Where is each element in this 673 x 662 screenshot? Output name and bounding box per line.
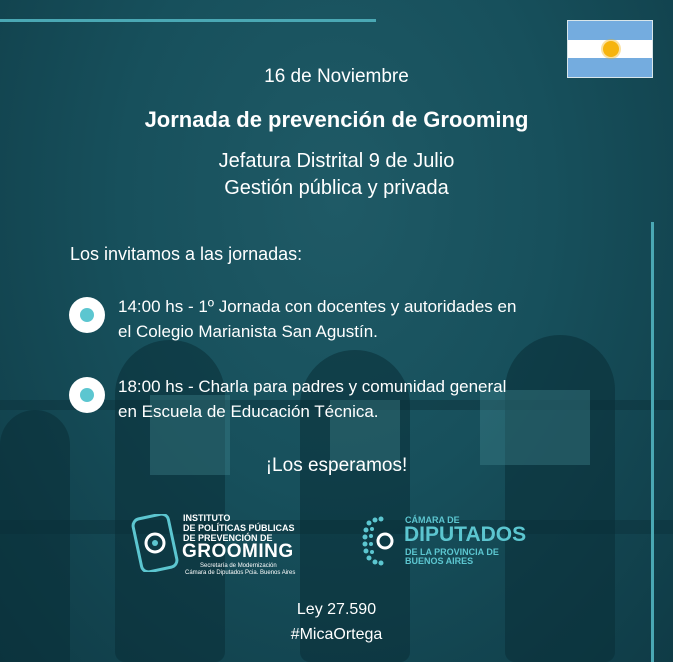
- sun-of-may-icon: [603, 41, 619, 57]
- law-text: Ley 27.590: [296, 601, 377, 618]
- event-title: Jornada de prevención de Grooming: [144, 107, 529, 132]
- instituto-big-text: GROOMING: [182, 541, 294, 562]
- book-shape: [480, 390, 590, 465]
- schedule-item-line1: 18:00 hs - Charla para padres y comunidad general: [118, 377, 507, 396]
- camara-big-text: DIPUTADOS: [404, 523, 527, 546]
- closing-text: ¡Los esperamos!: [265, 455, 408, 476]
- schedule-item-line1: 14:00 hs - 1º Jornada con docentes y autoridades en: [118, 297, 517, 316]
- diputados-logo-icon: [361, 515, 403, 567]
- instituto-small1: Secretaría de Modernización: [200, 563, 277, 569]
- instituto-small2: Cámara de Diputados Pcia. Buenos Aires: [185, 570, 296, 576]
- circle-bullet-icon: [69, 297, 105, 333]
- camara-line3: BUENOS AIRES: [405, 556, 474, 566]
- camara-line1: CÁMARA DE: [405, 515, 460, 525]
- grooming-institute-logo-icon: [131, 514, 179, 572]
- circle-bullet-icon: [69, 377, 105, 413]
- event-subtitle-line2: Gestión pública y privada: [224, 177, 449, 199]
- top-accent-line: [0, 19, 376, 22]
- instituto-line3: DE PREVENCIÓN DE: [183, 533, 273, 543]
- instituto-line1: INSTITUTO: [183, 513, 231, 523]
- camara-line2: DE LA PROVINCIA DE: [405, 547, 499, 557]
- child-silhouette: [0, 410, 70, 662]
- invitation-text: Los invitamos a las jornadas:: [70, 244, 303, 264]
- event-date: 16 de Noviembre: [264, 66, 409, 87]
- right-accent-line: [651, 222, 654, 662]
- schedule-item-line2: en Escuela de Educación Técnica.: [118, 402, 379, 421]
- event-subtitle-line1: Jefatura Distrital 9 de Julio: [218, 150, 455, 172]
- schedule-item-line2: el Colegio Marianista San Agustín.: [118, 322, 378, 341]
- hashtag-text: #MicaOrtega: [290, 626, 383, 643]
- instituto-line2: DE POLÍTICAS PÚBLICAS: [183, 523, 295, 533]
